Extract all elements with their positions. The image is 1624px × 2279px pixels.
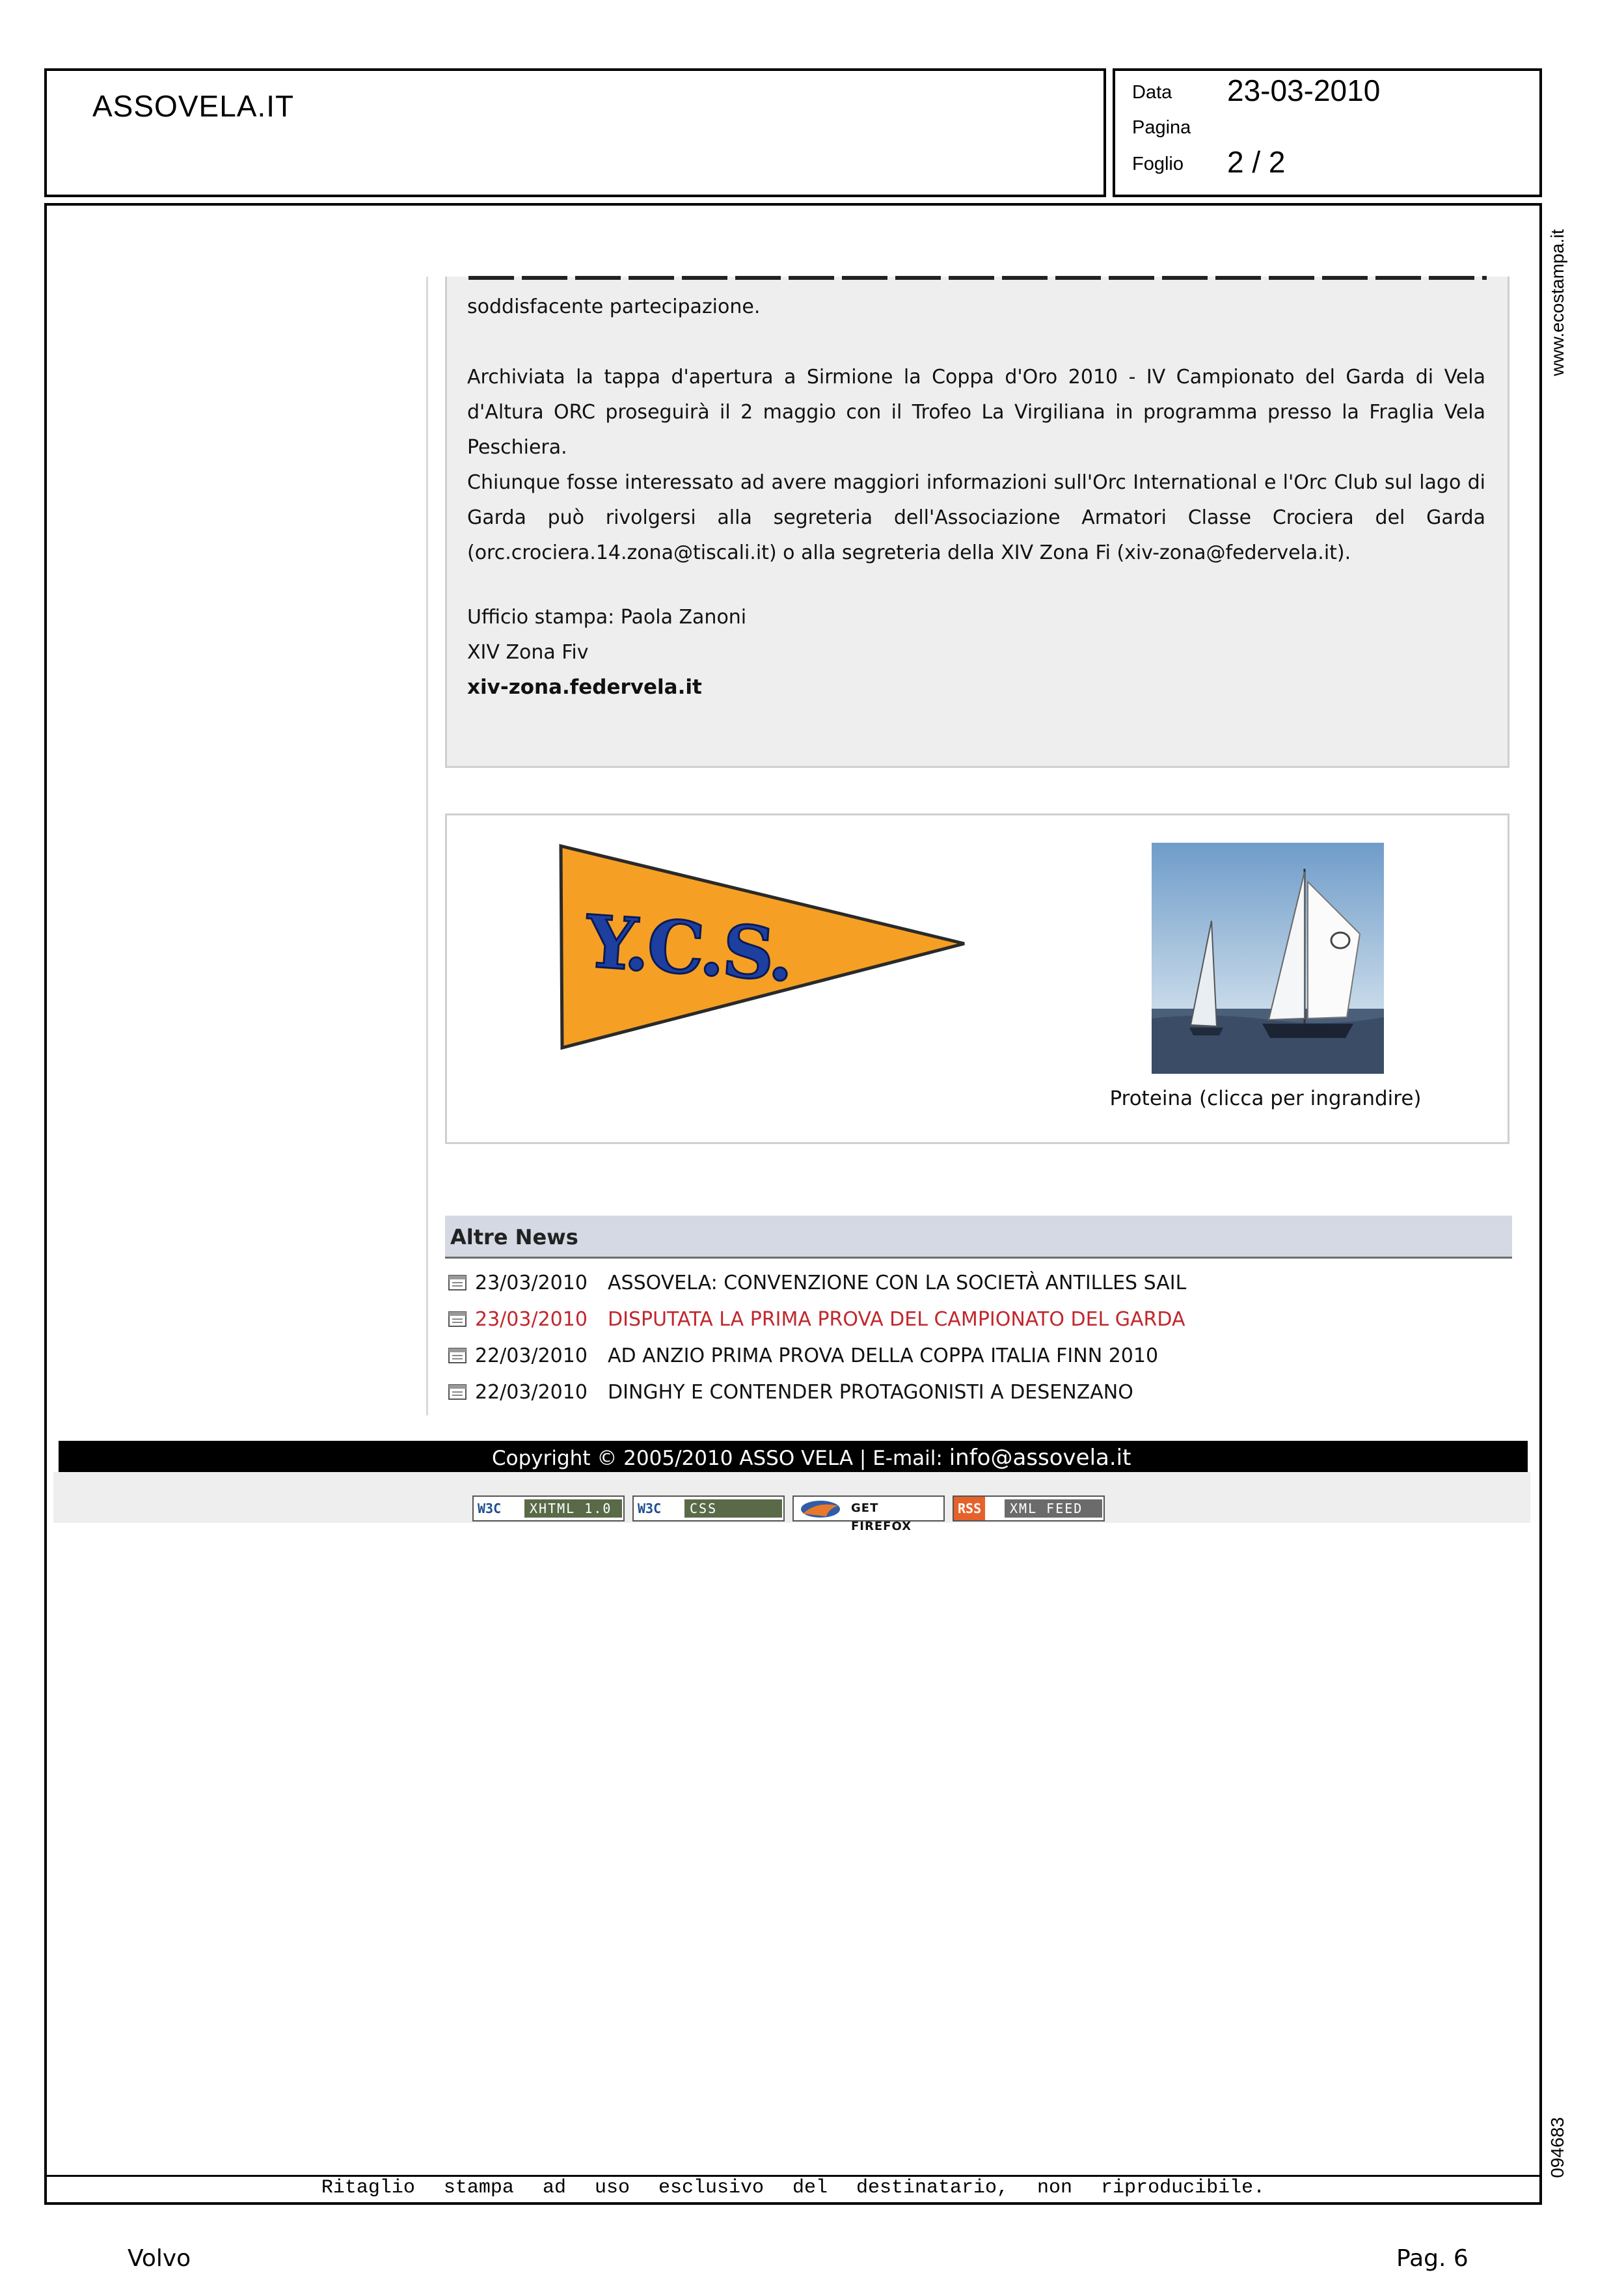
article-p1: soddisfacente partecipazione.: [467, 295, 761, 318]
copyright-text: [492, 1445, 1131, 1471]
rss-badge[interactable]: [953, 1495, 1105, 1522]
ycs-pennant-logo: [553, 839, 969, 1054]
news-date: 22/03/2010: [475, 1344, 588, 1367]
source-box: [44, 68, 1106, 197]
side-website-text: www.ecostampa.it: [1547, 229, 1567, 376]
calendar-icon: [448, 1273, 467, 1291]
firefox-badge[interactable]: [792, 1495, 945, 1533]
calendar-icon: [448, 1382, 467, 1400]
badge-band: [53, 1472, 1530, 1523]
ycs-pennant-text: Y.C.S.: [583, 899, 794, 998]
css-badge-label: CSS: [684, 1499, 782, 1518]
clipping-note: Ritaglio stampa ad uso esclusivo del destinatario, non riproducibile.: [321, 2177, 1265, 2199]
sailboat-photo[interactable]: [1152, 843, 1384, 1074]
copyright-label: Copyright © 2005/2010 ASSO VELA | E-mail:: [492, 1447, 949, 1470]
zone-name: XIV Zona Fiv: [467, 641, 589, 664]
article-text: [467, 290, 1485, 325]
news-item[interactable]: [445, 1265, 1512, 1302]
news-title-link[interactable]: DISPUTATA LA PRIMA PROVA DEL CAMPIONATO DEL GARDA: [608, 1308, 1185, 1331]
calendar-icon: [448, 1309, 467, 1328]
sidebar-divider: [426, 277, 428, 1415]
source-name: ASSOVELA.IT: [92, 89, 295, 123]
cut-text-line: [468, 273, 1487, 281]
side-website: [1538, 215, 1577, 390]
article-p3-wrap: [467, 465, 1485, 571]
news-date: 22/03/2010: [475, 1381, 588, 1404]
news-title-link[interactable]: DINGHY E CONTENDER PROTAGONISTI A DESENZANO: [608, 1381, 1133, 1404]
firefox-badge-label: GET FIREFOX: [846, 1499, 942, 1518]
css-badge[interactable]: [632, 1495, 785, 1522]
calendar-icon: [448, 1346, 467, 1364]
w3c-logo: W3C: [638, 1501, 662, 1516]
side-code-text: 094683: [1547, 2117, 1567, 2178]
footer-client: Volvo: [128, 2245, 191, 2272]
copyright-bar: [59, 1441, 1528, 1472]
other-news-title: Altre News: [450, 1225, 578, 1249]
pagina-label: Pagina: [1132, 117, 1191, 138]
firefox-icon: [798, 1499, 843, 1519]
news-item[interactable]: [445, 1302, 1512, 1338]
w3c-logo: W3C: [478, 1501, 502, 1516]
news-title-link[interactable]: ASSOVELA: CONVENZIONE CON LA SOCIETÀ ANTILLES SAIL: [608, 1272, 1187, 1294]
footer-page-number: Pag. 6: [1396, 2245, 1468, 2272]
article-p3: Chiunque fosse interessato ad avere maggiori informazioni sull'Orc International e l'Orc Club sul lago di Garda può rivolgersi alla segreteria dell'Associazione Armatori Classe Crociera del Garda (orc.crociera.14.zona@tiscali.it) o alla segreteria della XIV Zona Fi (xiv-zona@federvela.it).: [467, 471, 1485, 564]
rss-icon: RSS: [954, 1497, 985, 1520]
news-date: 23/03/2010: [475, 1272, 588, 1294]
data-label: Data: [1132, 82, 1172, 103]
side-code: [1538, 2115, 1577, 2180]
contact-email-link[interactable]: info@assovela.it: [949, 1445, 1131, 1471]
photo-caption[interactable]: Proteina (clicca per ingrandire): [1109, 1087, 1422, 1110]
foglio-label: Foglio: [1132, 154, 1184, 174]
xhtml-badge-label: XHTML 1.0: [524, 1499, 622, 1518]
foglio-value: 2 / 2: [1227, 145, 1286, 179]
news-title-link[interactable]: AD ANZIO PRIMA PROVA DELLA COPPA ITALIA FINN 2010: [608, 1344, 1159, 1367]
zone-site-link[interactable]: xiv-zona.federvela.it: [467, 676, 702, 699]
news-item[interactable]: [445, 1338, 1512, 1374]
article-p2-wrap: [467, 360, 1485, 465]
other-news-header: [445, 1216, 1512, 1259]
news-item[interactable]: [445, 1374, 1512, 1411]
news-date: 23/03/2010: [475, 1308, 588, 1331]
xhtml-badge[interactable]: [472, 1495, 625, 1522]
article-p2: Archiviata la tappa d'apertura a Sirmione la Coppa d'Oro 2010 - IV Campionato del Garda di Vela d'Altura ORC proseguirà il 2 maggio con il Trofeo La Virgiliana in programma presso la Fraglia Vela Peschiera.: [467, 366, 1485, 459]
data-value: 23-03-2010: [1227, 74, 1381, 107]
press-office: Ufficio stampa: Paola Zanoni: [467, 606, 747, 629]
rss-badge-label: XML FEED: [1005, 1499, 1102, 1518]
